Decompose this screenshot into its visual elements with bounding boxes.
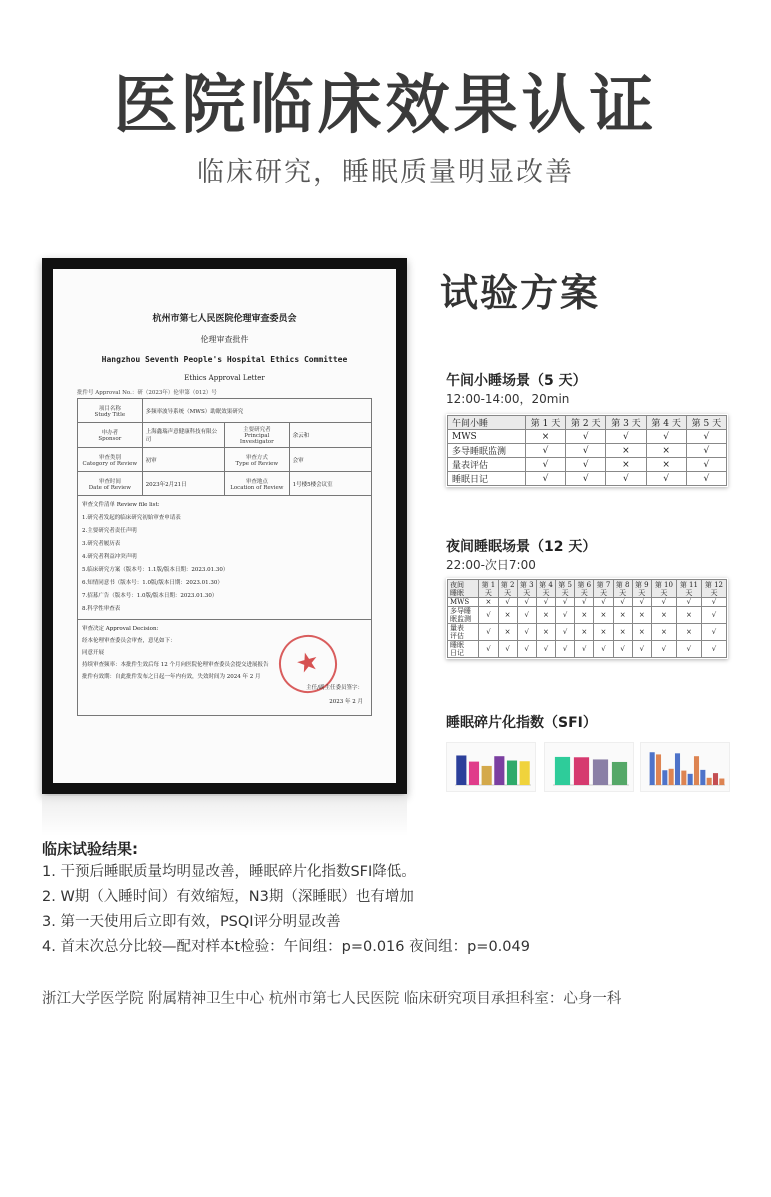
night-section-title: 夜间睡眠场景（12 天）	[446, 539, 597, 555]
nap-row	[448, 458, 727, 472]
night-header-cell: 第 11 天	[676, 580, 701, 598]
night-cell: √	[676, 641, 701, 658]
night-cell: √	[556, 624, 575, 641]
night-cell: √	[701, 641, 726, 658]
nap-cell: √	[566, 430, 606, 444]
cert-date-value: 2023年2月21日	[142, 472, 224, 496]
nap-cell: 多导睡眠监测	[448, 444, 526, 458]
nap-cell: √	[686, 430, 726, 444]
night-header-cell: 第 1 天	[479, 580, 498, 598]
cert-category-label: 审查类别 Category of Review	[78, 448, 143, 472]
nap-cell: ×	[646, 444, 686, 458]
nap-cell: ×	[525, 430, 565, 444]
sfi-bar	[669, 769, 674, 785]
nap-cell: √	[566, 458, 606, 472]
nap-header-cell: 第 2 天	[566, 416, 606, 430]
night-cell: √	[517, 641, 536, 658]
night-cell: √	[517, 607, 536, 624]
night-cell: ×	[536, 607, 555, 624]
night-cell: √	[517, 598, 536, 607]
night-header-cell: 第 10 天	[651, 580, 676, 598]
nap-header-cell: 第 4 天	[646, 416, 686, 430]
night-cell: √	[613, 598, 632, 607]
night-row	[448, 598, 727, 607]
results-list	[42, 860, 530, 960]
nap-section-title: 午间小睡场景（5 天）	[446, 373, 587, 389]
sfi-bar	[700, 770, 705, 785]
nap-cell: ×	[606, 444, 646, 458]
night-cell: √	[651, 598, 676, 607]
night-cell: 睡眠 日记	[448, 641, 479, 658]
night-cell: √	[536, 641, 555, 658]
nap-cell: √	[525, 444, 565, 458]
cert-sponsor-label: 申办者 Sponsor	[78, 423, 143, 448]
nap-header-cell: 第 5 天	[686, 416, 726, 430]
night-cell: √	[594, 598, 613, 607]
sfi-bar	[675, 753, 680, 785]
nap-cell: √	[606, 430, 646, 444]
night-cell: √	[479, 641, 498, 658]
cert-date-label: 审查时间 Date of Review	[78, 472, 143, 496]
night-header-cell: 第 6 天	[575, 580, 594, 598]
nap-cell: 量表评估	[448, 458, 526, 472]
frame-reflection	[42, 796, 407, 836]
cert-location-value: 1号楼5楼会议室	[289, 472, 371, 496]
result-item: 3. 第一天使用后立即有效，PSQI评分明显改善	[42, 914, 341, 930]
sfi-chart-1-svg	[447, 743, 537, 793]
cert-file-item: 1.研究者发起的临床研究初始审查申请表	[82, 515, 181, 521]
nap-cell: √	[686, 458, 726, 472]
cert-name-en: Hangzhou Seventh People's Hospital Ethics Committee	[101, 355, 348, 364]
result-item: 1. 干预后睡眠质量均明显改善，睡眠碎片化指数SFI降低。	[42, 864, 416, 880]
sfi-chart-3-svg	[641, 743, 731, 793]
cert-sign-date: 2023 年 2 月	[329, 699, 363, 705]
nap-cell: ×	[646, 458, 686, 472]
nap-row	[448, 472, 727, 486]
sfi-bar	[719, 779, 724, 785]
cert-doc-type: 伦理审查批件	[200, 335, 249, 344]
nap-section-subtitle: 12:00-14:00，20min	[446, 392, 570, 406]
sfi-bar	[707, 778, 712, 785]
cert-info-table	[77, 398, 372, 496]
nap-cell: √	[686, 472, 726, 486]
nap-cell: √	[606, 472, 646, 486]
certificate-frame	[42, 258, 407, 794]
cert-hospital: 杭州市第七人民医院伦理审查委员会	[152, 314, 297, 324]
night-cell: ×	[594, 607, 613, 624]
cert-sign-line: 主任/副主任委员签字：	[306, 685, 363, 691]
cert-project-value: 多频率波导系统（MWS）助眠效果研究	[142, 399, 371, 423]
night-cell: ×	[676, 624, 701, 641]
cert-approval-no: 批件号 Approval No.：研（2023年）伦审第（012）号	[77, 390, 217, 396]
night-cell: ×	[594, 624, 613, 641]
sfi-bar	[520, 761, 530, 785]
sfi-bar	[662, 770, 667, 785]
cert-sponsor-value: 上海鑫瑞声意健康科技有限公司	[142, 423, 224, 448]
night-header-cell: 第 2 天	[498, 580, 517, 598]
night-cell: √	[575, 641, 594, 658]
cert-category-value: 初审	[142, 448, 224, 472]
nap-header-cell: 午间小睡	[448, 416, 526, 430]
night-cell: ×	[498, 624, 517, 641]
night-header-cell: 第 3 天	[517, 580, 536, 598]
certificate-document	[53, 269, 396, 783]
result-item: 4. 首末次总分比较—配对样本t检验：午间组：p=0.016 夜间组：p=0.049	[42, 939, 530, 955]
night-cell: ×	[613, 624, 632, 641]
sfi-bar	[681, 771, 686, 785]
night-cell: √	[556, 598, 575, 607]
sfi-chart-1	[446, 742, 536, 792]
cert-decision-line: 批件有效期：自此批件发布之日起一年内有效，失效时间为 2024 年 2 月	[82, 674, 261, 680]
night-cell: ×	[676, 607, 701, 624]
cert-file-item: 6.知情同意书（版本号：1.0版/版本日期：2023.01.30）	[82, 580, 223, 586]
nap-cell: ×	[606, 458, 646, 472]
night-cell: √	[517, 624, 536, 641]
nap-header-row	[448, 416, 727, 430]
nap-cell: MWS	[448, 430, 526, 444]
night-cell: ×	[575, 607, 594, 624]
sfi-chart-3	[640, 742, 730, 792]
night-cell: ×	[632, 624, 651, 641]
night-cell: ×	[632, 607, 651, 624]
night-cell: ×	[651, 624, 676, 641]
sfi-chart-2-svg	[545, 743, 635, 793]
night-cell: √	[632, 598, 651, 607]
cert-signature	[306, 681, 363, 709]
sfi-bar	[482, 766, 492, 785]
night-header-cell: 第 9 天	[632, 580, 651, 598]
cert-pi-label: 主要研究者 Principal Investigator	[224, 423, 289, 448]
sfi-bar	[494, 756, 504, 785]
night-cell: 多导睡 眠监测	[448, 607, 479, 624]
page-subtitle: 临床研究，睡眠质量明显改善	[197, 157, 574, 188]
nap-cell: √	[525, 458, 565, 472]
night-row	[448, 624, 727, 641]
night-cell: √	[676, 598, 701, 607]
night-cell: ×	[651, 607, 676, 624]
night-cell: ×	[479, 598, 498, 607]
sfi-bar	[469, 762, 479, 785]
night-cell: √	[701, 624, 726, 641]
sfi-bar	[593, 759, 608, 785]
night-cell: √	[651, 641, 676, 658]
nap-header-cell: 第 3 天	[606, 416, 646, 430]
night-cell: √	[613, 641, 632, 658]
footer-institutions: 浙江大学医学院 附属精神卫生中心 杭州市第七人民医院 临床研究项目承担科室：心身一科	[42, 991, 622, 1007]
nap-schedule-table	[447, 415, 727, 486]
nap-cell: √	[566, 472, 606, 486]
night-cell: √	[556, 607, 575, 624]
results-title: 临床试验结果:	[42, 840, 138, 858]
cert-file-item: 2.主要研究者责任声明	[82, 528, 137, 534]
page-title: 医院临床效果认证	[113, 69, 658, 143]
sfi-bar	[650, 752, 655, 785]
night-cell: √	[632, 641, 651, 658]
nap-cell: √	[646, 430, 686, 444]
night-header-cell: 第 12 天	[701, 580, 726, 598]
cert-type-value: 会审	[289, 448, 371, 472]
night-cell: ×	[575, 624, 594, 641]
cert-file-item: 7.招募广告（版本号：1.0版/版本日期：2023.01.30）	[82, 593, 218, 599]
night-cell: √	[594, 641, 613, 658]
sfi-bar	[555, 757, 570, 785]
sfi-chart-2	[544, 742, 634, 792]
night-cell: √	[556, 641, 575, 658]
cert-decision-line: 持续审查频率：本批件生效后每 12 个月向医院伦理审查委员会提交进展报告	[82, 662, 269, 668]
sfi-bar	[688, 774, 693, 785]
nap-row	[448, 444, 727, 458]
night-section-subtitle: 22:00-次日7:00	[446, 558, 536, 572]
nap-row	[448, 430, 727, 444]
night-row	[448, 607, 727, 624]
night-row	[448, 641, 727, 658]
cert-file-item: 4.研究者利益冲突声明	[82, 554, 137, 560]
night-cell: √	[479, 624, 498, 641]
night-cell: √	[498, 598, 517, 607]
cert-decision-line: 经本伦理审查委员会审查，意见如下：	[82, 638, 176, 644]
night-cell: √	[536, 598, 555, 607]
cert-location-label: 审查地点 Location of Review	[224, 472, 289, 496]
night-header-cell: 夜间 睡眠	[448, 580, 479, 598]
night-cell: √	[701, 598, 726, 607]
sfi-bar	[574, 757, 589, 785]
night-cell: ×	[613, 607, 632, 624]
cert-file-list	[77, 496, 372, 620]
night-cell: √	[498, 641, 517, 658]
night-cell: ×	[536, 624, 555, 641]
nap-cell: 睡眠日记	[448, 472, 526, 486]
sfi-bar	[456, 755, 466, 785]
night-cell: ×	[498, 607, 517, 624]
night-cell: MWS	[448, 598, 479, 607]
nap-cell: √	[525, 472, 565, 486]
night-cell: √	[575, 598, 594, 607]
plan-title: 试验方案	[440, 271, 601, 315]
nap-cell: √	[686, 444, 726, 458]
sfi-bar	[507, 761, 517, 785]
cert-file-item: 5.临床研究方案（版本号：1.1版/版本日期：2023.01.30）	[82, 567, 229, 573]
sfi-bar	[612, 762, 627, 785]
cert-type-label: 审查方式 Type of Review	[224, 448, 289, 472]
cert-pi-value: 余云和	[289, 423, 371, 448]
sfi-bar	[694, 756, 699, 785]
nap-cell: √	[566, 444, 606, 458]
nap-table-wrap	[446, 414, 728, 487]
night-table-wrap	[446, 578, 728, 659]
night-header-cell: 第 8 天	[613, 580, 632, 598]
night-schedule-table	[447, 579, 727, 658]
cert-decision-title: 审查决定 Approval Decision:	[82, 626, 159, 632]
nap-cell: √	[646, 472, 686, 486]
night-header-cell: 第 4 天	[536, 580, 555, 598]
sfi-section-title: 睡眠碎片化指数（SFI）	[446, 715, 597, 731]
cert-file-item: 8.科学性审查表	[82, 606, 121, 612]
cert-decision-line: 同意开展	[82, 650, 105, 656]
night-header-cell: 第 5 天	[556, 580, 575, 598]
night-cell: 量表 评估	[448, 624, 479, 641]
sfi-bar	[656, 754, 661, 785]
result-item: 2. W期（入睡时间）有效缩短，N3期（深睡眠）也有增加	[42, 889, 414, 905]
sfi-bar	[713, 773, 718, 785]
night-header-cell: 第 7 天	[594, 580, 613, 598]
night-cell: √	[701, 607, 726, 624]
cert-files-title: 审查文件清单 Review file list:	[82, 502, 160, 508]
cert-decision	[77, 620, 372, 716]
night-cell: √	[479, 607, 498, 624]
cert-project-label: 项目名称 Study Title	[78, 399, 143, 423]
cert-file-item: 3.研究者履历表	[82, 541, 121, 547]
cert-doc-type-en: Ethics Approval Letter	[184, 374, 265, 382]
red-seal-stamp: ★	[272, 628, 343, 699]
nap-header-cell: 第 1 天	[525, 416, 565, 430]
night-header-row	[448, 580, 727, 598]
